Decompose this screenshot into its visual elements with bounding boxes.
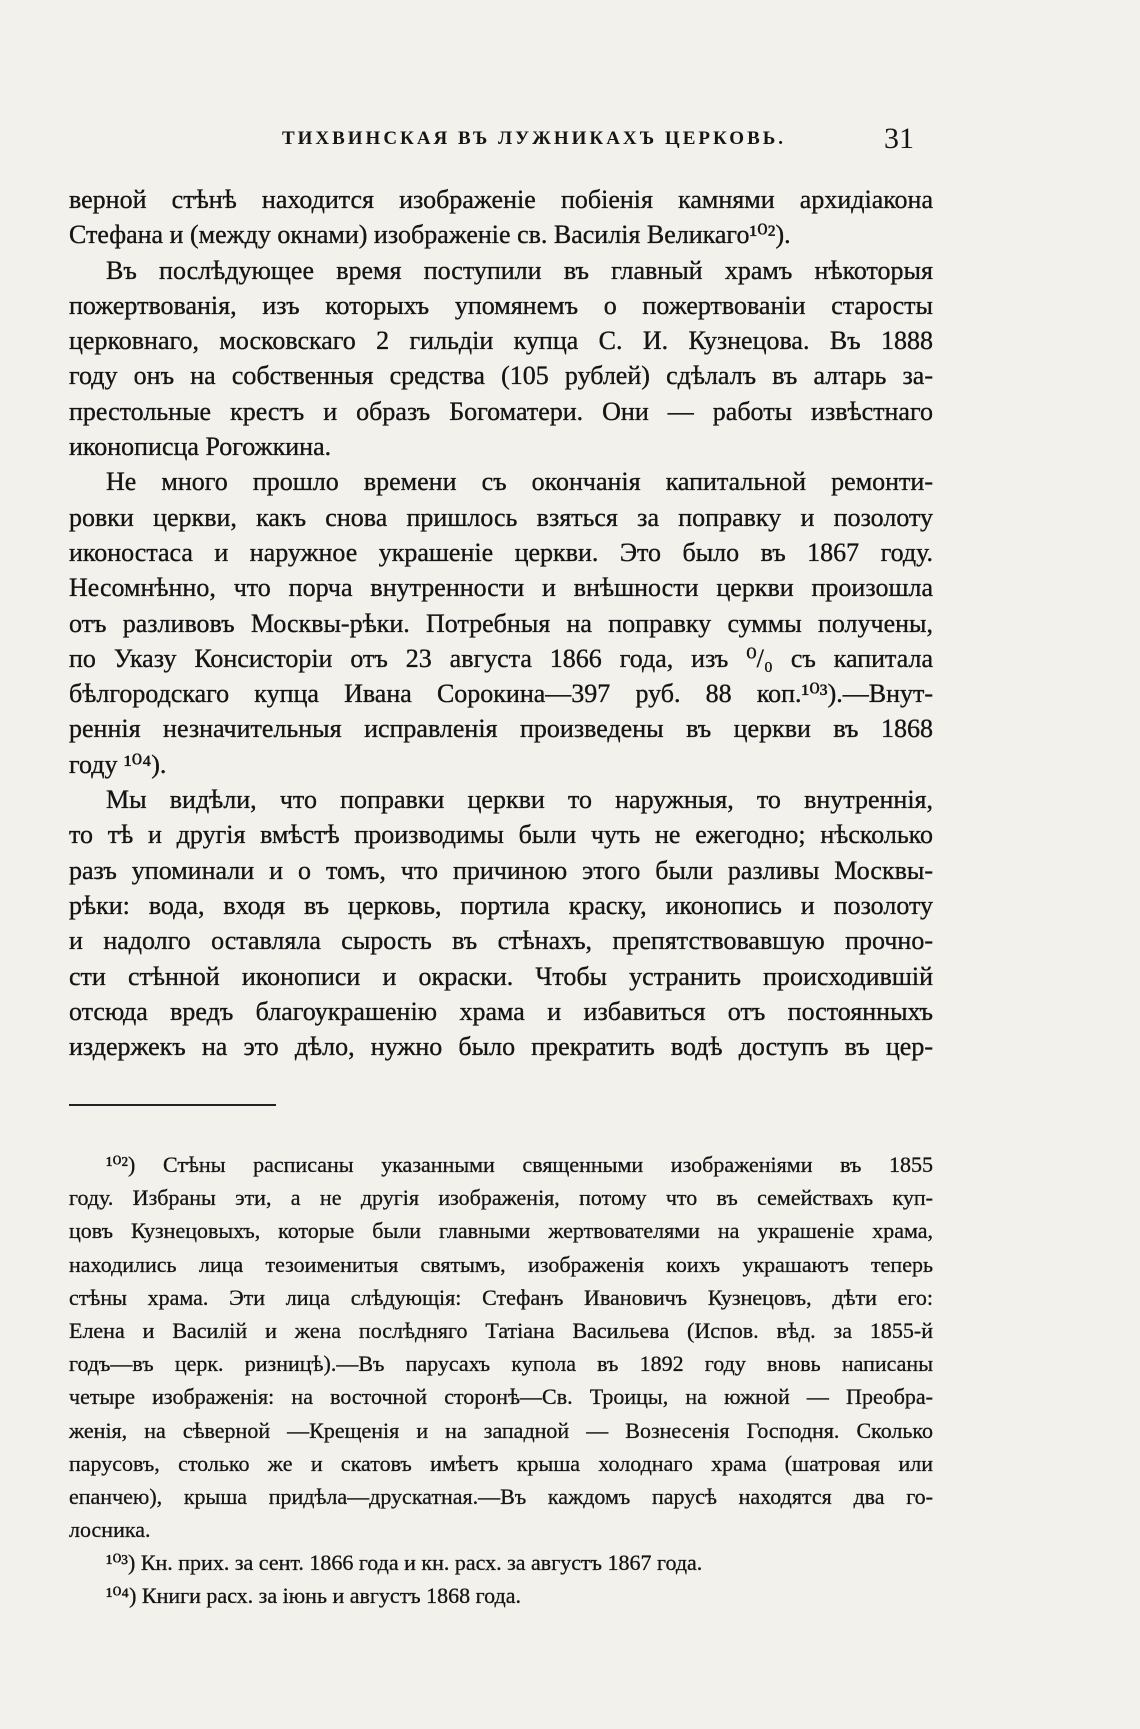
footnote-line: стѣны храма. Эти лица слѣдующія: Стефанъ Ивановичъ Кузнецовъ, дѣти его:	[69, 1284, 933, 1310]
body-line: издержекъ на это дѣло, нужно было прекратить водѣ доступъ въ цер-	[69, 1032, 933, 1062]
paragraph	[69, 782, 933, 1064]
body-line: пожертвованія, изъ которыхъ упомянемъ о пожертвованіи старосты	[69, 290, 933, 320]
footnote-103	[69, 1546, 933, 1579]
footnotes	[69, 1148, 933, 1613]
footnote-line: цовъ Кузнецовыхъ, которые были главными жертвователями на украшеніе храма,	[69, 1218, 933, 1244]
footnote-102	[69, 1148, 933, 1546]
body-line: иконописца Рогожкина.	[69, 432, 332, 462]
body-line: Не много прошло времени съ окончанія капитальной ремонти-	[106, 467, 933, 497]
body-line: Въ послѣдующее время поступили въ главный храмъ нѣкоторыя	[106, 255, 933, 285]
body-line: по Указу Консисторіи отъ 23 августа 1866 года, изъ ⁰/₀ съ капитала	[69, 643, 933, 673]
footnote-line: епанчею), крыша придѣла—друскатная.—Въ каждомъ парусѣ находятся два го-	[69, 1483, 933, 1509]
paragraph	[69, 182, 933, 253]
footnote-line: ¹⁰²) Стѣны расписаны указанными священными изображеніями въ 1855	[106, 1152, 933, 1177]
footnote-line: ¹⁰⁴) Книги расх. за іюнь и августъ 1868 года.	[106, 1583, 521, 1609]
body-line: и надолго оставляла сырость въ стѣнахъ, препятствовавшую прочно-	[69, 926, 933, 956]
body-line: реннія незначительныя исправленія произведены въ церкви въ 1868	[69, 714, 933, 744]
footnote-line: четыре изображенія: на восточной сторонѣ—Св. Троицы, на южной — Преобра-	[69, 1384, 933, 1410]
body-line: рѣки: вода, входя въ церковь, портила краску, иконопись и позолоту	[69, 890, 933, 920]
body-line: Стефана и (между окнами) изображеніе св. Василія Великаго¹⁰²).	[69, 220, 791, 250]
footnote-separator	[69, 1104, 276, 1106]
body-line: верной стѣнѣ находится изображеніе побіенія камнями архидіакона	[69, 185, 933, 214]
paragraph	[69, 253, 933, 465]
body-line: иконостаса и наружное украшеніе церкви. Это было въ 1867 году.	[69, 537, 933, 567]
running-title: ТИХВИНСКАЯ ВЪ ЛУЖНИКАХЪ ЦЕРКОВЬ.	[281, 128, 787, 149]
body-line: году онъ на собственныя средства (105 рублей) сдѣлалъ въ алтарь за-	[69, 361, 933, 391]
footnote-line: женія, на сѣверной —Крещенія и на западной — Вознесенія Господня. Сколько	[69, 1417, 933, 1443]
body-line: престольные крестъ и образъ Богоматери. Они — работы извѣстнаго	[69, 396, 933, 426]
body-line: то тѣ и другія вмѣстѣ производимы были чуть не ежегодно; нѣсколько	[69, 820, 933, 850]
body-line: отъ разливовъ Москвы-рѣки. Потребныя на поправку суммы получены,	[69, 608, 933, 638]
footnote-104	[69, 1579, 933, 1612]
main-text	[69, 182, 933, 1064]
body-line: ровки церкви, какъ снова пришлось взяться за поправку и позолоту	[69, 502, 933, 532]
body-line: разъ упоминали и о томъ, что причиною этого были разливы Москвы-	[69, 855, 933, 885]
body-line: сти стѣнной иконописи и окраски. Чтобы устранить происходившій	[69, 961, 933, 991]
paragraph	[69, 464, 933, 782]
body-line: Несомнѣнно, что порча внутренности и внѣшности церкви произошла	[69, 573, 933, 603]
body-line: церковнаго, московскаго 2 гильдіи купца С. И. Кузнецова. Въ 1888	[69, 326, 933, 356]
footnote-line: ¹⁰³) Кн. прих. за сент. 1866 года и кн. расх. за августъ 1867 года.	[106, 1550, 703, 1576]
page-number: 31	[884, 122, 914, 155]
footnote-line: Елена и Василій и жена послѣдняго Татіана Васильева (Испов. вѣд. за 1855-й	[69, 1317, 933, 1343]
body-line: отсюда вредъ благоукрашенію храма и избавиться отъ постоянныхъ	[69, 996, 933, 1026]
body-line: Мы видѣли, что поправки церкви то наружныя, то внутреннія,	[106, 785, 933, 815]
footnote-line: лосника.	[69, 1517, 151, 1543]
footnote-line: находились лица тезоименитыя святымъ, изображенія коихъ украшаютъ теперь	[69, 1251, 933, 1277]
body-line: году ¹⁰⁴).	[69, 749, 167, 779]
footnote-line: годъ—въ церк. ризницѣ).—Въ парусахъ купола въ 1892 году вновь написаны	[69, 1351, 933, 1377]
body-line: бѣлгородскаго купца Ивана Сорокина—397 руб. 88 коп.¹⁰³).—Внут-	[69, 679, 933, 709]
footnote-line: году. Избраны эти, а не другія изображенія, потому что въ семействахъ куп-	[69, 1185, 933, 1211]
footnote-line: парусовъ, столько же и скатовъ имѣетъ крыша холоднаго храма (шатровая или	[69, 1450, 933, 1476]
